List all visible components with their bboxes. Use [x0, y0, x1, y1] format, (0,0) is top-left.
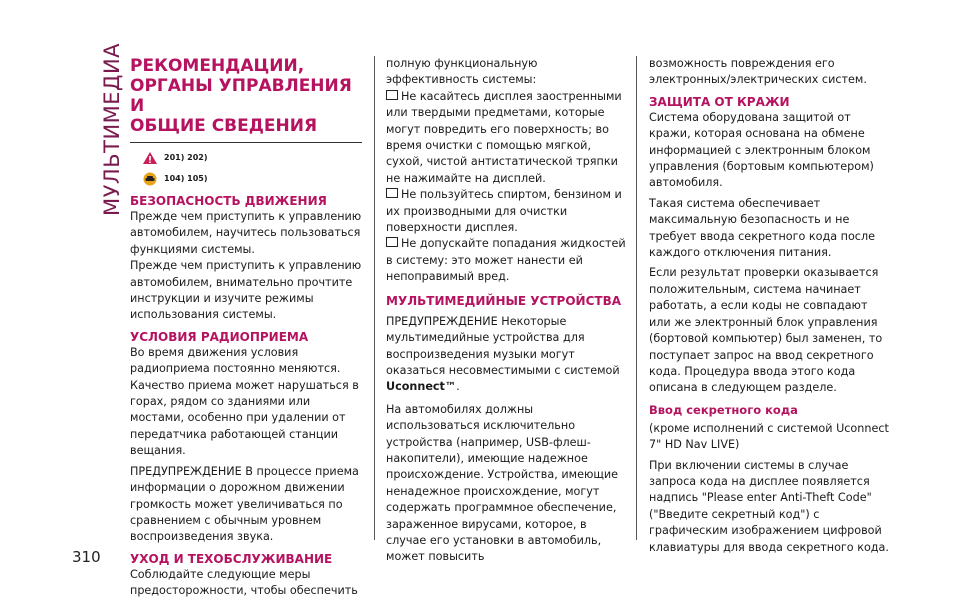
brand-name: Uconnect™ [386, 380, 457, 394]
column-3 [649, 56, 889, 560]
list-item [386, 187, 626, 236]
list-item-text: Не касайтесь дисплея заостренными или твердыми предметами, которые могут повредить его поверхность; во время очистки с помощью мягкой, сухой, чистой антистатической тряпки не нажимайте на дисплей. [386, 89, 622, 185]
paragraph: Прежде чем приступить к управлению автомобилем, внимательно прочтите инструкции и изучите режимы использования системы. [130, 259, 362, 322]
page-title [130, 56, 362, 136]
paragraph: Соблюдайте следующие меры предосторожности, чтобы обеспечить [130, 567, 358, 598]
title-line: РЕКОМЕНДАЦИИ, [130, 56, 305, 76]
checkbox-bullet-icon [386, 237, 398, 247]
paragraph: Во время движения условия радиоприема постоянно меняются. Качество приема может нарушаться в горах, рядом со зданиями или мостами, особенно при удалении от передатчика работающей станции вещания. [130, 345, 359, 458]
paragraph-text: ПРЕДУПРЕЖДЕНИЕ Некоторые мультимедийные устройства для воспроизведения музыки могут оказаться несовместимыми с системой [386, 314, 620, 377]
checkbox-bullet-icon [386, 188, 398, 198]
list-item-text: Не пользуйтесь спиртом, бензином и их производными для очистки поверхности дисплея. [386, 188, 622, 235]
page-number: 310 [72, 548, 101, 566]
warning-triangle-icon [142, 151, 158, 165]
title-divider [130, 142, 362, 143]
caution-ref-row [142, 170, 362, 188]
section-heading-multimedia: МУЛЬТИМЕДИЙНЫЕ УСТРОЙСТВА [386, 293, 622, 308]
section-heading-theft: ЗАЩИТА ОТ КРАЖИ [649, 94, 790, 109]
section-heading-safety: БЕЗОПАСНОСТЬ ДВИЖЕНИЯ [130, 194, 327, 208]
side-section-title [78, 42, 124, 536]
column-divider [374, 56, 375, 540]
column-2 [386, 56, 626, 570]
car-warning-icon [142, 172, 158, 186]
list-item-text: Не допускайте попадания жидкостей в систему: это может нанести ей непоправимый вред. [386, 237, 626, 284]
section-heading-radio: УСЛОВИЯ РАДИОПРИЕМА [130, 329, 309, 344]
column-1 [130, 56, 362, 604]
paragraph: (кроме исполнений с системой Uconnect 7" HD Nav LIVE) [649, 421, 889, 452]
paragraph: возможность повреждения его электронных/электрических систем. [649, 57, 867, 87]
paragraph-end: . [456, 380, 460, 394]
section-heading-care: УХОД И ТЕХОБСЛУЖИВАНИЕ [130, 551, 333, 566]
checkbox-bullet-icon [386, 90, 398, 100]
title-line: ОРГАНЫ УПРАВЛЕНИЯ И [130, 76, 352, 116]
list-item [386, 89, 626, 187]
paragraph [386, 314, 626, 396]
column-divider [636, 56, 637, 540]
title-line: ОБЩИЕ СВЕДЕНИЯ [130, 116, 318, 136]
subsection-heading-code: Ввод секретного кода [649, 402, 798, 417]
warning-refs: 201) 202) [164, 152, 208, 162]
paragraph: Прежде чем приступить к управлению автомобилем, научитесь пользоваться функциями системы. [130, 210, 362, 256]
paragraph: ПРЕДУПРЕЖДЕНИЕ В процессе приема информации о дорожном движении громкость может увеличиваться по сравнением с обычным уровнем воспроизведения звука. [130, 464, 359, 544]
paragraph: Система оборудована защитой от кражи, которая основана на обмене информацией с электронным блоком управления (бортовым компьютером) автомобиля. [649, 110, 874, 190]
caution-refs: 104) 105) [164, 173, 208, 183]
paragraph: Если результат проверки оказывается положительным, система начинает работать, а если коды не совпадают или же электронный блок управления (бортовой компьютер) был заменен, то поступает запрос на ввод секретного кода. Процедура ввода этого кода описана в следующем разделе. [649, 266, 883, 395]
list-item [386, 236, 626, 285]
paragraph: На автомобилях должны использоваться исключительно устройства (например, USB-флеш-накопители), имеющие надежное происхождение. Устройства, имеющие ненадежное происхождение, могут содержать программное обеспечение, зараженное вирусами, которое, в случае его установки в автомобиль, может повысить [386, 402, 619, 564]
paragraph: При включении системы в случае запроса кода на дисплее появляется надпись "Please enter Anti-Theft Code" ("Введите секретный код") с графическим изображением цифровой клавиатуры для ввода секретного кода. [649, 458, 889, 554]
paragraph: полную функциональную эффективность системы: [386, 57, 538, 87]
paragraph: Такая система обеспечивает максимальную безопасность и не требует ввода секретного кода после каждого отключения питания. [649, 196, 875, 260]
warning-ref-row [142, 149, 362, 167]
side-title-text: МУЛЬТИМЕДИА [100, 42, 124, 216]
